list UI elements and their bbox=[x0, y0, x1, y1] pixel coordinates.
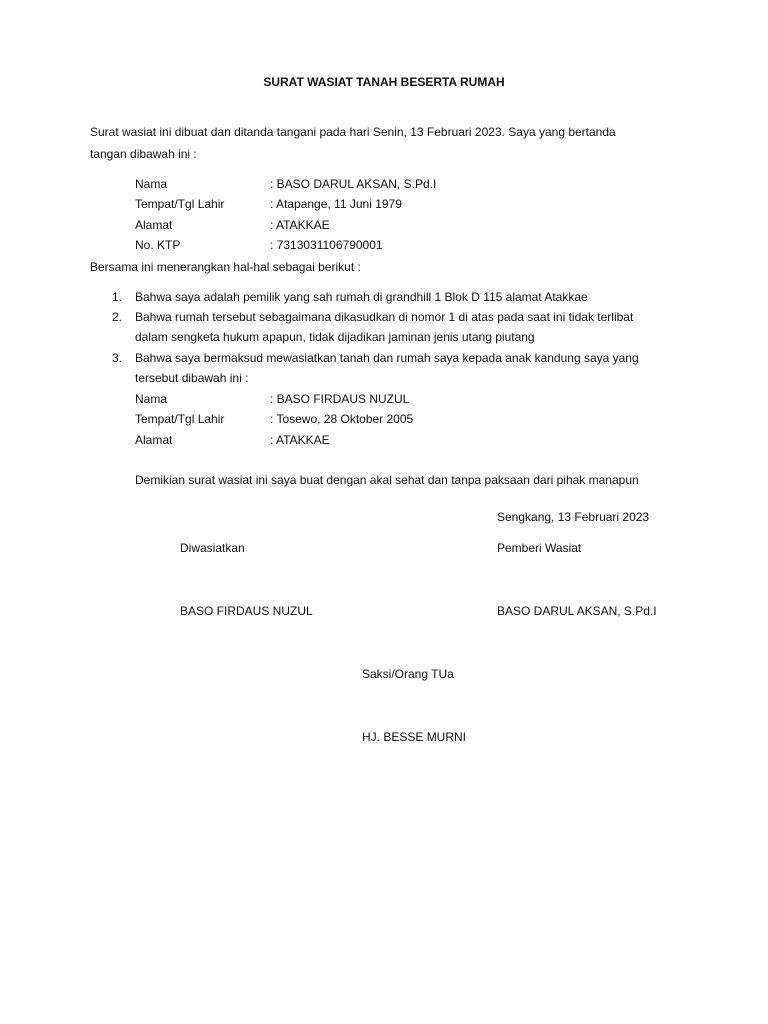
testator-name-value: : BASO DARUL AKSAN, S.Pd.I bbox=[270, 177, 437, 191]
signature-role-witness: Saksi/Orang TUa bbox=[362, 667, 454, 681]
list-item-text: Bahwa rumah tersebut sebagaimana dikasudkan di nomor 1 di atas pada saat ini tidak terlibat bbox=[135, 310, 634, 324]
intro-line-2: tangan dibawah ini : bbox=[90, 147, 197, 161]
heir-address-label: Alamat bbox=[135, 433, 173, 447]
heir-birth-value: : Tosewo, 28 Oktober 2005 bbox=[270, 412, 414, 426]
signature-name-testator: BASO DARUL AKSAN, S.Pd.I bbox=[497, 604, 657, 618]
list-item-text: Bahwa saya bermaksud mewasiatkan tanah dan rumah saya kepada anak kandung saya yang bbox=[135, 351, 639, 365]
signature-name-witness: HJ. BESSE MURNI bbox=[362, 730, 467, 744]
signature-role-testator: Pemberi Wasiat bbox=[497, 541, 582, 555]
testator-name-label: Nama bbox=[135, 177, 168, 191]
closing-statement: Demikian surat wasiat ini saya buat dengan akal sehat dan tanpa paksaan dari pihak manapun bbox=[135, 473, 639, 487]
list-item-number: 1. bbox=[111, 290, 122, 304]
statement-intro: Bersama ini menerangkan hal-hal sebagai berikut : bbox=[90, 260, 361, 274]
heir-name-value: : BASO FIRDAUS NUZUL bbox=[270, 392, 410, 406]
list-item-text-continued: dalam sengketa hukum apapun, tidak dijadikan jaminan jenis utang piutang bbox=[135, 330, 535, 344]
heir-name-label: Nama bbox=[135, 392, 168, 406]
testator-ktp-label: No. KTP bbox=[135, 238, 181, 252]
document-title: SURAT WASIAT TANAH BESERTA RUMAH bbox=[263, 75, 505, 89]
list-item-text-continued: tersebut dibawah ini : bbox=[135, 371, 249, 385]
heir-address-value: : ATAKKAE bbox=[270, 433, 330, 447]
testator-birth-value: : Atapange, 11 Juni 1979 bbox=[270, 197, 402, 211]
list-item-text: Bahwa saya adalah pemilik yang sah rumah di grandhill 1 Blok D 115 alamat Atakkae bbox=[135, 290, 588, 304]
heir-birth-label: Tempat/Tgl Lahir bbox=[135, 412, 225, 426]
signature-role-heir: Diwasiatkan bbox=[180, 541, 245, 555]
testator-address-label: Alamat bbox=[135, 218, 173, 232]
testator-ktp-value: : 7313031106790001 bbox=[270, 238, 383, 252]
testator-address-value: : ATAKKAE bbox=[270, 218, 330, 232]
list-item-number: 3. bbox=[111, 351, 122, 365]
list-item-number: 2. bbox=[111, 310, 122, 324]
place-date: Sengkang, 13 Februari 2023 bbox=[497, 510, 650, 524]
signature-name-heir: BASO FIRDAUS NUZUL bbox=[180, 604, 313, 618]
testator-birth-label: Tempat/Tgl Lahir bbox=[135, 197, 225, 211]
intro-line-1: Surat wasiat ini dibuat dan ditanda tangani pada hari Senin, 13 Februari 2023. Saya yang bertanda bbox=[90, 125, 616, 139]
